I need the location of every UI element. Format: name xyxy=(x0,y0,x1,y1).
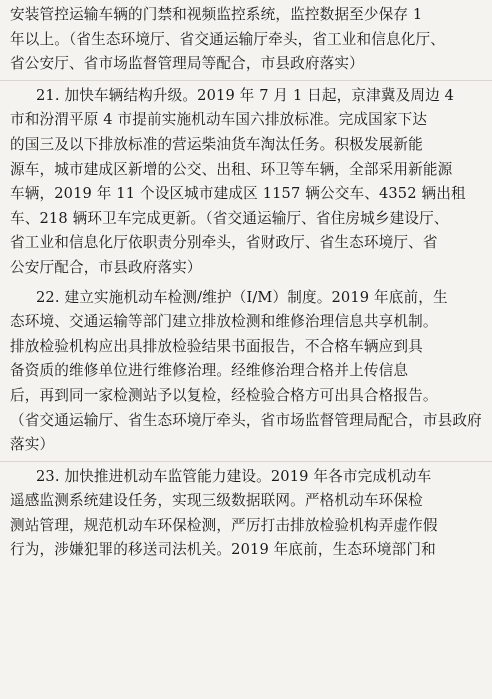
text-line: 车辆，2019 年 11 个设区城市建成区 1157 辆公交车、4352 辆出租 xyxy=(10,185,466,203)
text-line: 车、218 辆环卫车完成更新。（省交通运输厅、省住房城乡建设厅、 xyxy=(10,209,449,227)
paragraph-heading-line: 23. 加快推进机动车监管能力建设。2019 年各市完成机动车 xyxy=(36,467,432,485)
paragraph-heading-line: 22. 建立实施机动车检测/维护（I/M）制度。2019 年底前，生 xyxy=(36,288,448,306)
text-line: 年以上。（省生态环境厅、省交通运输厅牵头，省工业和信息化厅、 xyxy=(10,30,446,48)
text-line: 安装管控运输车辆的门禁和视频监控系统，监控数据至少保存 1 xyxy=(10,6,423,23)
paragraph-22 xyxy=(10,286,482,458)
text-line: 市和汾渭平原 4 市提前实施机动车国六排放标准。完成国家下达 xyxy=(10,111,428,129)
text-line: 落实） xyxy=(10,436,55,454)
paragraph-heading-line: 21. 加快车辆结构升级。2019 年 7 月 1 日起，京津冀及周边 4 xyxy=(36,86,455,104)
paragraph-21 xyxy=(10,84,482,281)
text-line: 态环境、交通运输等部门建立排放检测和维修治理信息共享机制。 xyxy=(10,313,438,331)
paragraph-23 xyxy=(10,465,482,563)
text-line: 的国三及以下排放标准的营运柴油货车淘汰任务。积极发展新能 xyxy=(10,135,423,153)
text-line: 遥感监测系统建设任务，实现三级数据联网。严格机动车环保检 xyxy=(10,492,423,510)
text-line: 公安厅配合，市县政府落实） xyxy=(10,258,202,276)
text-line: 源车，城市建成区新增的公交、出租、环卫等车辆，全部采用新能源 xyxy=(10,160,453,178)
text-line: 省工业和信息化厅依职责分别牵头，省财政厅、省生态环境厅、省 xyxy=(10,234,438,252)
text-line: 行为，涉嫌犯罪的移送司法机关。2019 年底前，生态环境部门和 xyxy=(10,541,436,559)
text-line: （省交通运输厅、省生态环境厅牵头，省市场监督管理局配合，市县政府 xyxy=(10,411,482,429)
text-line: 排放检验机构应出具排放检验结果书面报告，不合格车辆应到具 xyxy=(10,337,423,355)
text-line: 备资质的维修单位进行维修治理。经维修治理合格并上传信息 xyxy=(10,362,409,380)
paragraph-divider xyxy=(0,461,492,462)
text-line: 测站管理，规范机动车环保检测，严厉打击排放检验机构弄虚作假 xyxy=(10,516,438,534)
text-line: 后，再到同一家检测站予以复检，经检验合格方可出具合格报告。 xyxy=(10,386,438,404)
text-line: 省公安厅、省市场监督管理局等配合，市县政府落实） xyxy=(10,55,364,73)
paragraph-20-continuation xyxy=(10,3,482,77)
paragraph-divider xyxy=(0,80,492,81)
